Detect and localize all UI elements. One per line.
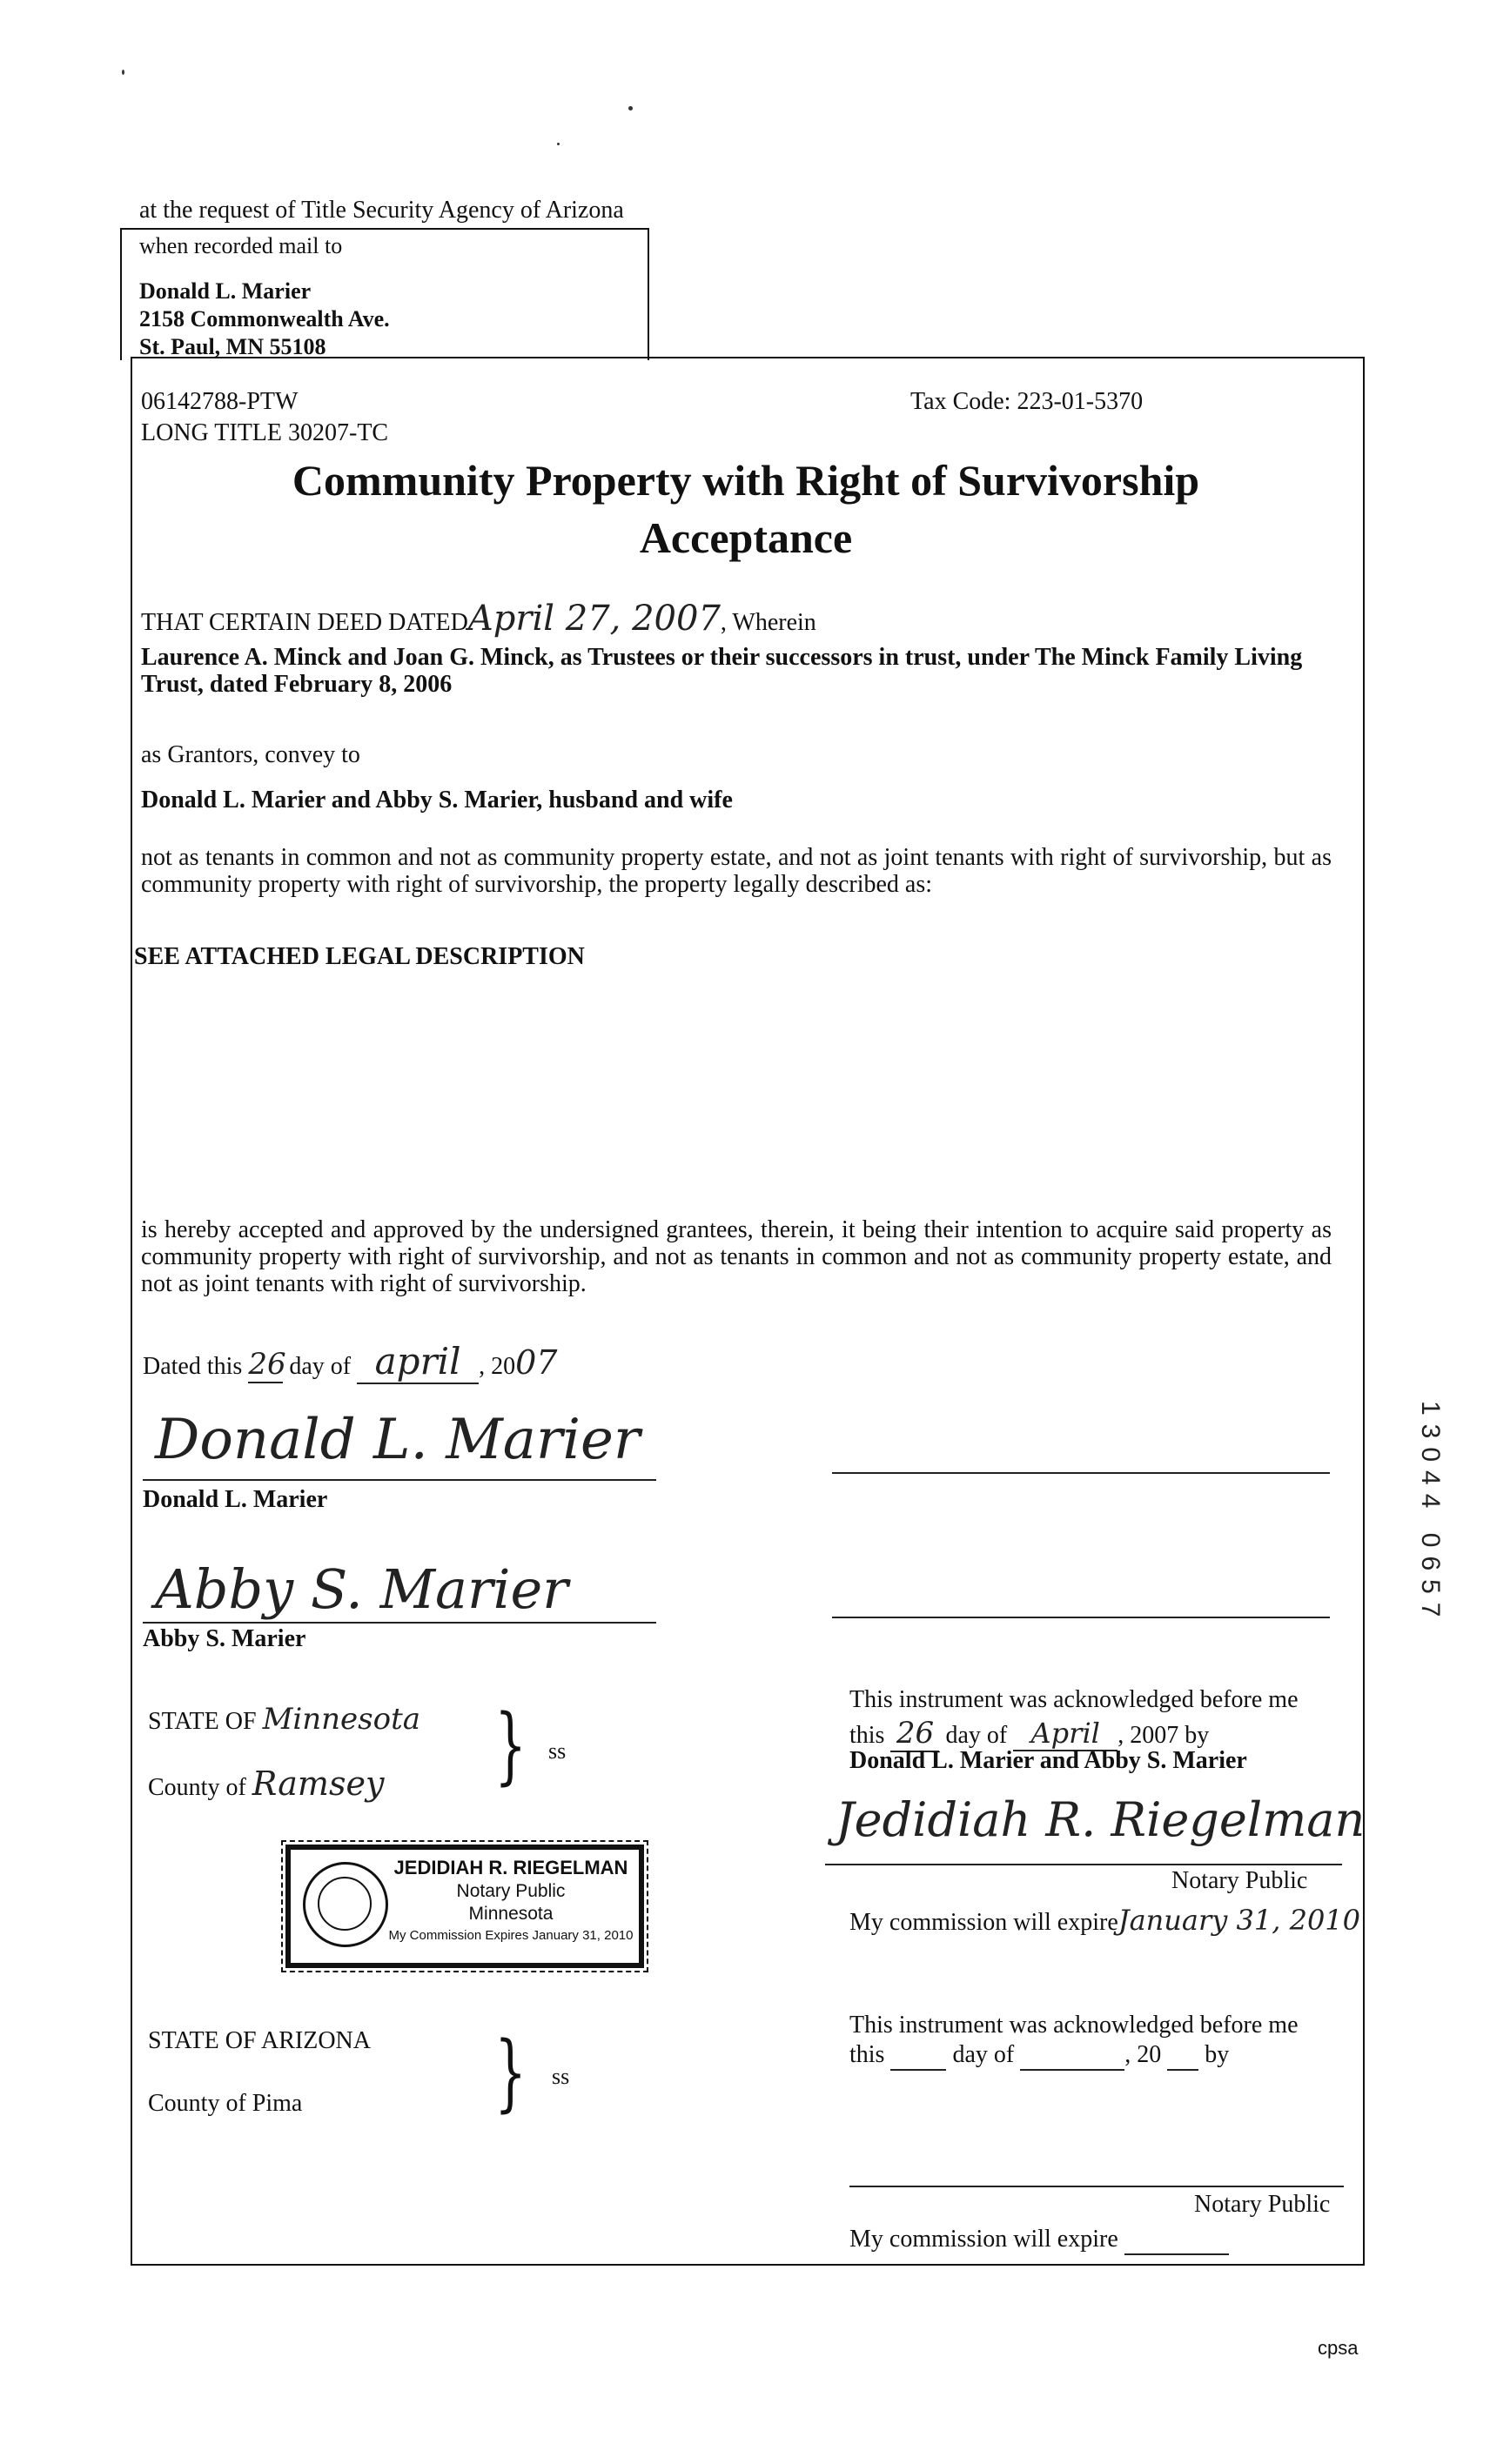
notary1-county-label: County of (148, 1774, 246, 1801)
signature-line-blank-1 (832, 1472, 1330, 1474)
long-title: LONG TITLE 30207-TC (141, 419, 389, 446)
mail-name: Donald L. Marier (139, 278, 312, 304)
notary1-county-handwritten: Ramsey (252, 1764, 385, 1803)
convey-text: as Grantors, convey to (141, 741, 360, 768)
dated-this-line (143, 1340, 557, 1384)
notary2-commission (849, 2226, 1229, 2255)
scan-speck (628, 106, 633, 110)
dated-year-prefix: , 20 (479, 1353, 516, 1380)
notary1-ack-this: this (849, 1722, 885, 1749)
signature-donald: Donald L. Marier (155, 1408, 641, 1472)
signer1-name: Donald L. Marier (143, 1486, 328, 1513)
notary1-signature: Jedidiah R. Riegelman (836, 1792, 1366, 1847)
dated-mid: day of (289, 1353, 352, 1380)
signature-line-2 (143, 1622, 656, 1624)
legal-description-ref: SEE ATTACHED LEGAL DESCRIPTION (134, 943, 585, 970)
notary1-public-label: Notary Public (1171, 1867, 1308, 1894)
mail-city: St. Paul, MN 55108 (139, 334, 326, 359)
mail-street: 2158 Commonwealth Ave. (139, 306, 390, 331)
notary2-state: STATE OF ARIZONA (148, 2027, 371, 2054)
document-title-line2: Acceptance (639, 513, 853, 562)
signer2-name: Abby S. Marier (143, 1625, 306, 1652)
notary1-county (148, 1764, 384, 1803)
signature-abby: Abby S. Marier (155, 1557, 568, 1621)
notary-stamp (285, 1845, 644, 1968)
signature-line-blank-2 (832, 1617, 1330, 1618)
notary1-state (148, 1702, 420, 1737)
stamp-state: Minnesota (468, 1904, 554, 1924)
grantors-text: Laurence A. Minck and Joan G. Minck, as Trustees or their successors in trust, under The Minck Family Living Trust, dated February 8, 2006 (141, 644, 1303, 698)
acceptance-text: is hereby accepted and approved by the undersigned grantees, therein, it being their intention to acquire said property as community property with right of survivorship, and not as tenants in common and not as community property estate, and not as joint tenants with right of survivorship. (141, 1216, 1332, 1297)
dated-prefix: Dated this (143, 1353, 243, 1380)
notary2-signature-line (849, 2186, 1344, 2187)
stamp-name: JEDIDIAH R. RIEGELMAN (393, 1857, 628, 1878)
notary1-brace: } (494, 1697, 527, 1794)
recorded-request-line: at the request of Title Security Agency of Arizona (139, 197, 624, 224)
scan-speck (122, 70, 124, 75)
notary1-state-handwritten: Minnesota (262, 1702, 421, 1737)
notary1-state-label: STATE OF (148, 1708, 257, 1735)
notary2-ack-this: this (849, 2041, 885, 2068)
deed-dated-suffix: , Wherein (720, 609, 816, 636)
tax-code-label: Tax Code: (910, 388, 1011, 415)
grantees-text: Donald L. Marier and Abby S. Marier, husband and wife (141, 787, 733, 814)
notary1-commission (849, 1904, 1360, 1937)
notary1-day-handwritten: 26 (890, 1716, 939, 1752)
notary2-ack-dayof: day of (952, 2041, 1015, 2068)
notary2-commission-label: My commission will expire (849, 2226, 1118, 2253)
notary-seal-icon (303, 1862, 388, 1947)
notary1-commission-label: My commission will expire (849, 1909, 1118, 1936)
notary2-brace: } (494, 2024, 527, 2121)
mail-label: when recorded mail to (139, 233, 343, 258)
notary1-ack-line1: This instrument was acknowledged before me (849, 1686, 1299, 1713)
notary1-ack-names: Donald L. Marier and Abby S. Marier (849, 1747, 1247, 1774)
notary2-ss: ss (552, 2064, 570, 2089)
tenancy-text: not as tenants in common and not as community property estate, and not as joint tenants with right of survivorship, but as community property with right of survivorship, the property legally described as: (141, 844, 1332, 898)
dated-year-handwritten: 07 (515, 1343, 558, 1382)
notary1-ack-dayof: day of (945, 1722, 1008, 1749)
notary1-month-handwritten: April (1013, 1717, 1118, 1751)
deed-dated-line (141, 599, 816, 639)
document-title-line1: Community Property with Right of Survivorship (292, 456, 1200, 505)
stamp-title: Notary Public (456, 1881, 566, 1901)
order-number: 06142788-PTW (141, 388, 299, 415)
signature-line-1 (143, 1479, 656, 1481)
deed-dated-prefix: THAT CERTAIN DEED DATED (141, 609, 468, 636)
notary1-ss: ss (548, 1738, 567, 1764)
stamp-expires: My Commission Expires January 31, 2010 (388, 1928, 634, 1943)
side-recording-number: 13044 0657 (1416, 1401, 1445, 1626)
notary2-ack-line2 (849, 2041, 1229, 2071)
notary2-county: County of Pima (148, 2090, 303, 2117)
notary2-ack-year-prefix: , 20 (1124, 2041, 1162, 2068)
tax-code-value: 223-01-5370 (1017, 388, 1144, 415)
scan-speck (557, 143, 560, 145)
notary2-public-label: Notary Public (1194, 2191, 1331, 2218)
notary1-ack-by: by (1185, 1722, 1210, 1749)
notary1-ack-year: , 2007 (1118, 1722, 1179, 1749)
tax-code (910, 388, 1143, 416)
notary2-ack-line1: This instrument was acknowledged before me (849, 2012, 1299, 2039)
mail-to-box (120, 228, 649, 360)
notary1-commission-handwritten: January 31, 2010 (1118, 1904, 1361, 1937)
dated-month-handwritten: april (357, 1340, 479, 1384)
dated-day-handwritten: 26 (248, 1347, 286, 1382)
footer-code: cpsa (1318, 2337, 1359, 2359)
deed-dated-handwritten: April 27, 2007 (467, 599, 721, 639)
notary2-ack-by: by (1205, 2041, 1230, 2068)
notary1-signature-line (825, 1864, 1342, 1865)
